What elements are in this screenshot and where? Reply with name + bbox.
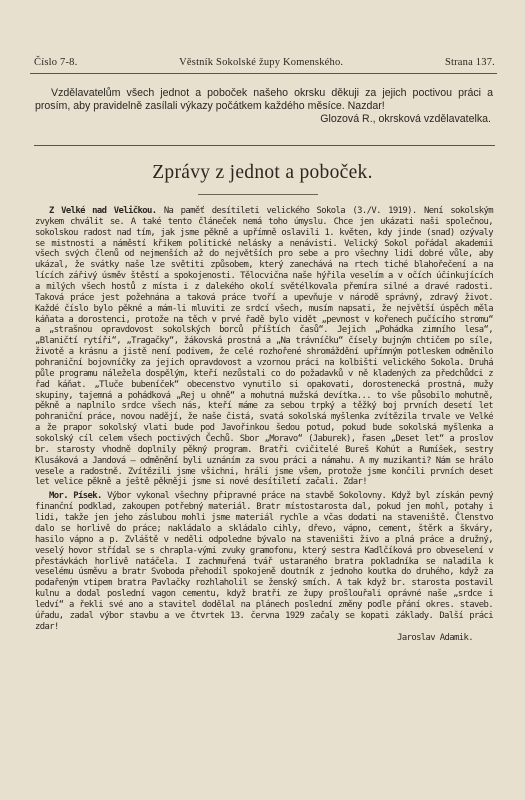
title-underline [198,194,318,195]
notice-divider [34,145,495,146]
notice-text: Vzdělavatelům všech jednot a poboček našeho okrsku děkuji za jejich poctivou práci a prosím, aby pravidelně zasílali výkazy počátkem každého měsíce. Nazdar! [35,87,493,113]
reports [35,206,493,643]
issue-number: Číslo 7-8. [34,57,78,68]
page-number: Strana 137. [444,57,495,68]
report-lead: Mor. Písek. [49,491,102,502]
report-signature: Jaroslav Adamik. [397,632,473,643]
journal-title: Věstník Sokolské župy Komenského. [179,57,344,68]
report-paragraph [35,491,493,632]
report-lead: Z Velké nad Veličkou. [49,206,157,216]
notice-block [35,87,493,127]
section-title: Zprávy z jednot a poboček. [152,162,373,183]
report-text: Výbor vykonal všechny připravné práce na stavbě Sokolovny. Když byl získán pevný finanční podklad, zakoupen potřebný materiál. Bratr místostarosta dal, pokud jen mohl, potahy i lidi, takže jen jeho záslubou mohli jsme materiál rychle a včas dodati na staveniště. Členstvo dalo se horlivě do práce; nakládalo a skládalo cihly, dřevo, vápno, cement, štěrk a škváry, hasilo vápno a p. Zvláště v neděli odpoledne bývalo na staveništi živo a plná práce a družný, veselý hovor střídal se s chrapla-vými zvuky gramofonu, který sestra Kadlčíková pro obveselení v přestávkách horlivě natáčela. I zachmuřená tvář ustaraného bratra pokladníka se naladila k veselému úsměvu a bratr Svoboda přehodil spokojeně doutník z jednoho koutka do druhého, když za podařeným vtipem bratra Pavlačky rozhlaholil se ženský smích. A tak když br. starosta postavil kulnu a dodal poslední vagon cementu, když bratři ze župy prošlouřali oprávné naše „srdce i ledví“ a řekli své ano a stavitel dodělal na plánech poslední změny podle přání okres. staveb. úřadu, zadal výbor stavbu a ve čtvrtek 13. června 1929 začaly se kopati základy. Další práci zdar! [35,491,493,632]
header-divider [30,73,497,74]
notice-signature: Glozová R., okrsková vzdělavatelka. [320,113,491,126]
report-paragraph [35,206,493,488]
report-text: Na paměť desítileti velického Sokola (3./V. 1919). Není sokolským zvykem chválit se. A také tento článeček nemá toho úmyslu. Chce jen ukázati naši společnou, sokolskou radost nad tím, jak jsme pěkně a upřímně oslavili 1. květen, kdy jinde (snad) ozývaly se mistnosti a náměstí křikem politické nelásky a nenávisti. Velický Sokol pořádal akademii všech svých členů od nejmenších až do největších pro sebe a pro všechny lidi dobré vůle, aby ukázal, že svátky naše lze světiti způsobem, který zanechává na rtech tiché blahořečení a na lících zářivý úsměv štěstí a spokojenosti. Tělocvična naše hýřila veselím a v očích účinkujících a milých všech hostů z místa i z dalekého okolí světélkovala přemíra silné a dravé radosti. Taková práce jest požehnána a taková práce tvoří a upevňuje v národě správný, zdravý život. Každé číslo bylo pěkné a mám-li mluviti ze srdcí všech, musím napsati, že největší úspěch měla káňata a dorostenci, protože na těch v prvé řadě bylo vidět „pevnost v kořenech pučícího stromu“ a „strašnou opravdovost sokolských borců příštích časů“. Jejich „Pohádka zimního lesa“, „Blaničtí rytíři“, „Tragačky“, žákovská prostná a „Na trávníčku“ čísely bujným chtičem po síle, životě a krásnu a jistě není podivem, že celé rozhořené shromáždění upřímným potleskem odměnilo pohraniční bojovníčky za jejich opravdovost a vzornou práci na kolbišti velického Sokola. Druhá půle programu náležela dospělým, kteří nezůstali co do požadavků v ně kladených za předchůdci z řad káňat. „Tluče bubeníček“ obecenstvo vynutilo si opakovati, dorostenecká prostná, mužy skupiny, tajemná a pohádková „Rej u ohně“ a mohutná mužská devítka... to vše působilo mohutně, pěkně a naplnilo srdce všech nás, kteří máme za sebou trpký a těžký boj prvních desetí let pohraniční práce, novou nadějí, že naše čistá, svatá sokolská myšlenka zvítězila trvale ve Velké a že prapor sokolský vlati bude pod Javořinkou šedou potud, pokud bude sokolská myšlenka a sokolský cíl celem všech poctivých Čechů. Sbor „Moravo“ (Jaburek), řasen „Deset let“ a proslov br. starosty vhodně doplnily pěkný program. Bratři cvičitelé Bureš Kohút a Rumíšek, sestry Klusáková a Jandová — odměnění byli uznáním za svou práci a námahu. A my muzikanti? Nám se hrálo vesele a radostně. Zvítězili jsme všichni, hráli jsme všem, protože jsme končili prvních deset let velice pěkně a ještě pěkněji jsme si nové desítiletí začali. Zdar! [35,206,494,488]
page-header [34,57,495,68]
